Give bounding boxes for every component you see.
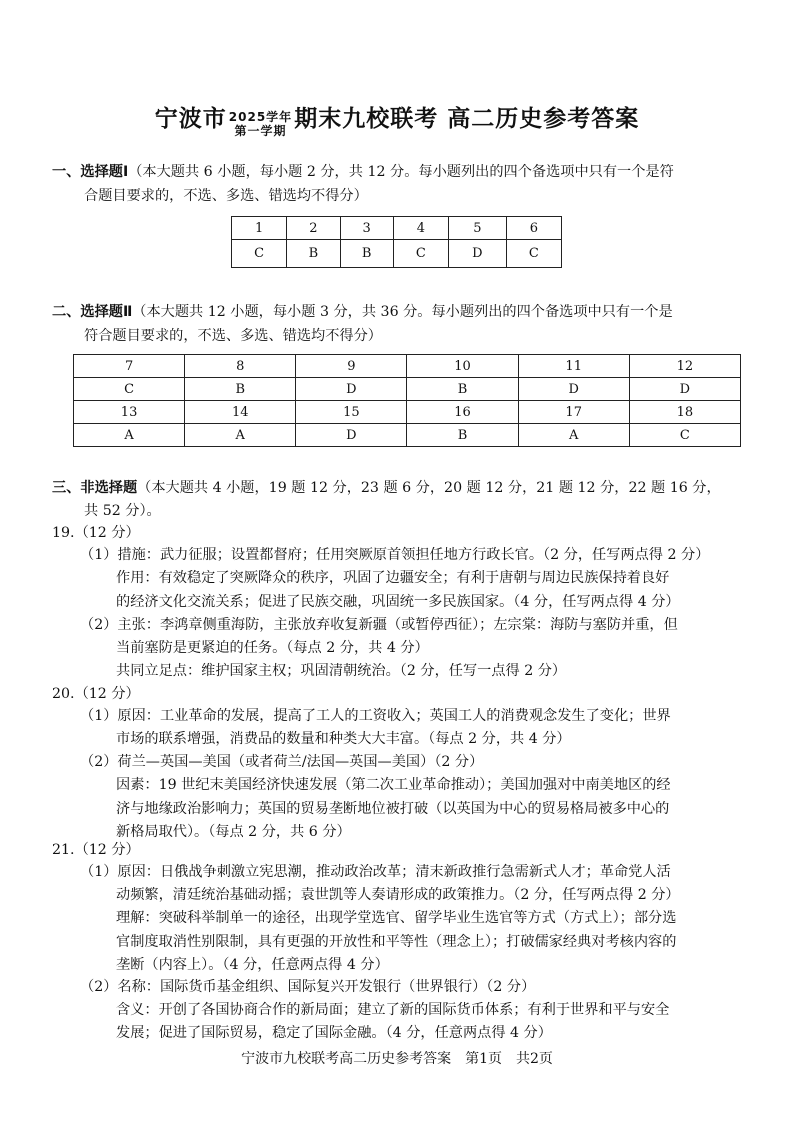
table-cell: 13 [74,401,185,424]
table-cell: 8 [185,355,296,378]
answer-table-2 [73,354,741,447]
table-cell: 5 [449,217,507,240]
table-cell: 4 [393,217,448,240]
section1-heading: 一、选择题Ⅰ [52,164,129,180]
table-row-answers [232,240,562,268]
table-cell: B [407,378,518,401]
q20-heading: 20.（12 分） [52,686,140,702]
page-footer: 宁波市九校联考高二历史参考答案 第1页 共2页 [241,1051,553,1067]
table-cell: 14 [185,401,296,424]
q21-heading: 21.（12 分） [52,842,140,858]
q21-line: 垄断（内容上）。（4 分，任意两点得 4 分） [116,957,389,973]
table-cell: B [287,240,340,268]
table-cell: A [185,424,296,447]
section2-desc-cont: 符合题目要求的，不选、多选、错选均不得分） [84,328,382,344]
section3-desc: （本大题共 4 小题，19 题 12 分，23 题 6 分，20 题 12 分，21 题 12 分，22 题 16 分， [137,480,721,496]
q19-heading: 19.（12 分） [52,525,140,541]
table-cell: B [407,424,518,447]
q21-line: 动频繁，清廷统治基础动摇；袁世凯等人奏请形成的政策推力。（2 分，任写两点得 2 分） [116,887,680,903]
answer-table-1 [231,216,562,268]
section3-intro [52,478,721,498]
section1-desc: （本大题共 6 小题，每小题 2 分，共 12 分。每小题列出的四个备选项中只有一个是符 [128,164,674,180]
table-row-numbers [74,401,741,424]
section1-desc-cont: 合题目要求的，不选、多选、错选均不得分） [84,188,368,204]
section2-intro [52,302,673,322]
page-title [0,100,794,138]
q19-line: （2）主张：李鸿章侧重海防，主张放弃收复新疆（或暂停西征）；左宗棠：海防与塞防并重，但 [80,617,678,633]
table-row-answers [74,424,741,447]
q19-line: （1）措施：武力征服；设置都督府；任用突厥原首领担任地方行政长官。（2 分，任写两点得 2 分） [80,547,710,563]
table-cell: D [449,240,507,268]
table-cell: 3 [340,217,393,240]
table-row-answers [74,378,741,401]
q20-line: 济与地缘政治影响力；英国的贸易垄断地位被打破（以英国为中心的贸易格局被多中心的 [116,801,670,817]
table-cell: 7 [74,355,185,378]
table-cell: B [340,240,393,268]
q20-line: 新格局取代）。（每点 2 分，共 6 分） [116,824,351,840]
title-semester: 第一学期 [234,124,287,138]
section3-heading: 三、非选择题 [52,480,138,496]
section3-desc-cont: 共 52 分）。 [84,503,161,519]
section2-desc: （本大题共 12 小题，每小题 3 分，共 36 分。每小题列出的四个备选项中只有一个是 [132,304,673,320]
q21-line: 发展；促进了国际贸易，稳定了国际金融。（4 分，任意两点得 4 分） [116,1025,552,1041]
table-cell: A [74,424,185,447]
title-main: 期末九校联考 高二历史参考答案 [294,105,640,132]
table-cell: C [506,240,561,268]
table-cell: D [629,378,740,401]
section2-heading: 二、选择题Ⅱ [52,304,133,320]
q19-line: 作用：有效稳定了突厥降众的秩序，巩固了边疆安全；有利于唐朝与周边民族保持着良好 [116,570,670,586]
title-prefix: 宁波市 [154,105,227,132]
q20-line: （2）荷兰—英国—美国（或者荷兰/法国—英国—美国）（2 分） [80,754,484,770]
table-cell: 2 [287,217,340,240]
q19-line: 当前塞防是更紧迫的任务。（每点 2 分，共 4 分） [116,640,429,656]
title-year: 2025学年 [228,110,293,124]
table-cell: D [296,424,407,447]
table-cell: C [629,424,740,447]
q19-line: 的经济文化交流关系；促进了民族交融，巩固统一多民族国家。（4 分，任写两点得 4 分） [116,594,680,610]
q20-line: （1）原因：工业革命的发展，提高了工人的工资收入；英国工人的消费观念发生了变化；世界 [80,708,671,724]
table-row-numbers [232,217,562,240]
table-cell: A [518,424,629,447]
table-cell: 10 [407,355,518,378]
q21-line: 含义：开创了各国协商合作的新局面；建立了新的国际货币体系；有利于世界和平与安全 [116,1002,670,1018]
table-cell: 18 [629,401,740,424]
table-cell: C [393,240,448,268]
q21-line: （2）名称：国际货币基金组织、国际复兴开发银行（世界银行）（2 分） [80,979,536,995]
q19-line: 共同立足点：维护国家主权；巩固清朝统治。（2 分，任写一点得 2 分） [116,663,567,679]
title-term [229,110,292,138]
q21-line: 理解：突破科举制单一的途径，出现学堂选官、留学毕业生选官等方式（方式上）；部分选 [116,910,677,926]
section1-intro [52,162,674,182]
table-cell: 12 [629,355,740,378]
table-cell: 6 [506,217,561,240]
q20-line: 市场的联系增强，消费品的数量和种类大大丰富。（每点 2 分，共 4 分） [116,731,571,747]
table-cell: 11 [518,355,629,378]
table-cell: C [232,240,287,268]
table-cell: 1 [232,217,287,240]
q21-line: 官制度取消性别限制，具有更强的开放性和平等性（理念上）；打破儒家经典对考核内容的 [116,934,677,950]
table-cell: 9 [296,355,407,378]
table-row-numbers [74,355,741,378]
q20-line: 因素：19 世纪末美国经济快速发展（第二次工业革命推动）；美国加强对中南美地区的经 [116,777,671,793]
table-cell: D [296,378,407,401]
table-cell: 15 [296,401,407,424]
table-cell: 17 [518,401,629,424]
table-cell: C [74,378,185,401]
table-cell: B [185,378,296,401]
q21-line: （1）原因：日俄战争刺激立宪思潮，推动政治改革；清末新政推行急需新式人才；革命党人活 [80,864,671,880]
table-cell: 16 [407,401,518,424]
table-cell: D [518,378,629,401]
